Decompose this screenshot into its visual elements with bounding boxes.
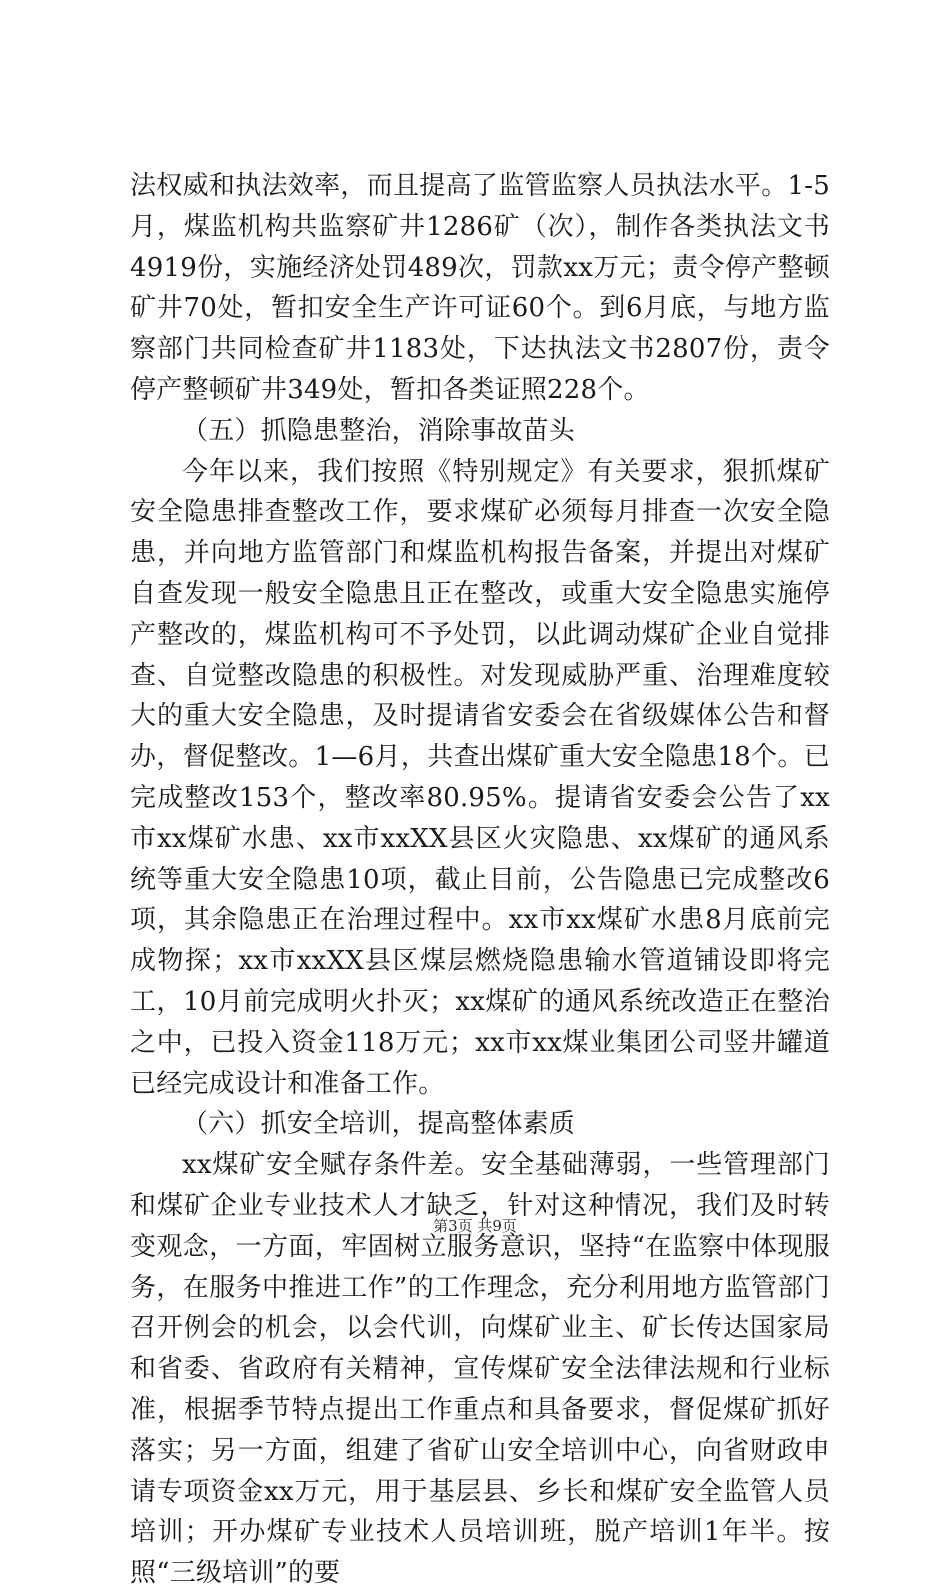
document-body: [130, 166, 830, 1594]
section-heading-5: （五）抓隐患整治，消除事故苗头: [182, 415, 576, 446]
page-footer: 第3页 共9页: [433, 1217, 517, 1235]
paragraph-continued: 法权威和执法效率，而且提高了监管监察人员执法水平。1-5月，煤监机构共监察矿井1286矿（次），制作各类执法文书4919份，实施经济处罚489次，罚款xx万元；责令停产整顿矿井70处，暂扣安全生产许可证60个。到6月底，与地方监察部门共同检查矿井1183处，下达执法文书2807份，责令停产整顿矿井349处，暂扣各类证照228个。: [130, 171, 830, 405]
paragraph-hazards: 今年以来，我们按照《特别规定》有关要求，狠抓煤矿安全隐患排查整改工作，要求煤矿必须每月排查一次安全隐患，并向地方监管部门和煤监机构报告备案，并提出对煤矿自查发现一般安全隐患且正在整改，或重大安全隐患实施停产整改的，煤监机构可不予处罚，以此调动煤矿企业自觉排查、自觉整改隐患的积极性。对发现威胁严重、治理难度较大的重大安全隐患，及时提请省安委会在省级媒体公告和督办，督促整改。1—6月，共查出煤矿重大安全隐患18个。已完成整改153个，整改率80.95%。提请省安委会公告了xx市xx煤矿水患、xx市xxXX县区火灾隐患、xx煤矿的通风系统等重大安全隐患10项，截止目前，公告隐患已完成整改6项，其余隐患正在治理过程中。xx市xx煤矿水患8月底前完成物探；xx市xxXX县区煤层燃烧隐患输水管道铺设即将完工，10月前完成明火扑灭；xx煤矿的通风系统改造正在整治之中，已投入资金118万元；xx市xx煤业集团公司竖井罐道已经完成设计和准备工作。: [130, 456, 830, 1099]
section-heading-6: （六）抓安全培训，提高整体素质: [182, 1109, 576, 1140]
paragraph-training: xx煤矿安全赋存条件差。安全基础薄弱，一些管理部门和煤矿企业专业技术人才缺乏，针对这种情况，我们及时转变观念，一方面，牢固树立服务意识，坚持“在监察中体现服务，在服务中推进工作”的工作理念，充分利用地方监管部门召开例会的机会，以会代训，向煤矿业主、矿长传达国家局和省委、省政府有关精神，宣传煤矿安全法律法规和行业标准，根据季节特点提出工作重点和具备要求，督促煤矿抓好落实；另一方面，组建了省矿山安全培训中心，向省财政申请专项资金xx万元，用于基层县、乡长和煤矿安全监管人员培训；开办煤矿专业技术人员培训班，脱产培训1年半。按照“三级培训”的要: [130, 1150, 830, 1589]
